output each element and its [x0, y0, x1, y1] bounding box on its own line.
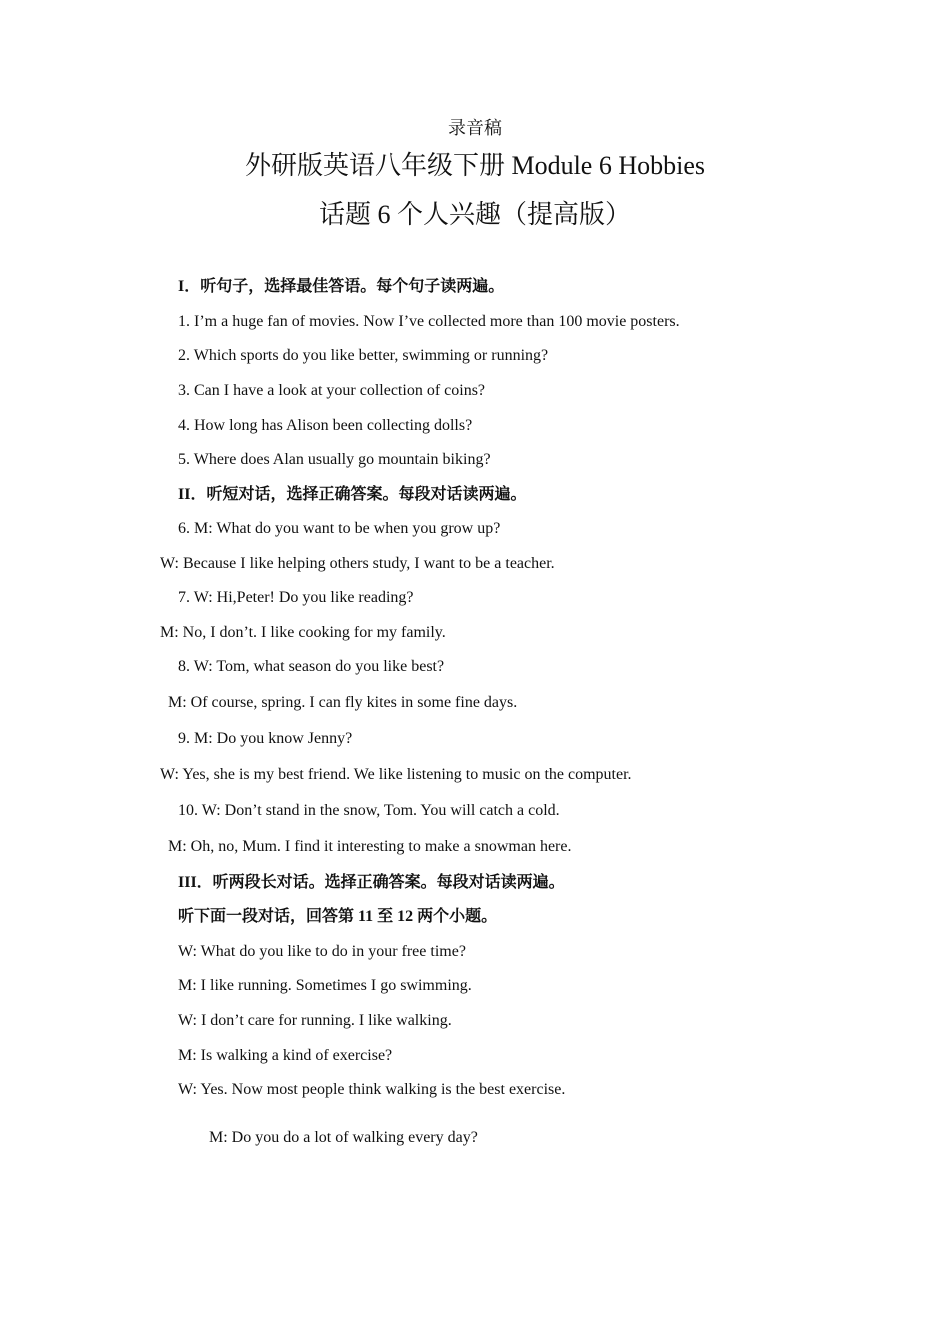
- dialogue-line: M: Is walking a kind of exercise?: [178, 1047, 393, 1064]
- dialogue-line: W: I don’t care for running. I like walking.: [178, 1012, 452, 1029]
- dialogue-line: 9. M: Do you know Jenny?: [178, 730, 353, 747]
- dialogue-line: W: Yes, she is my best friend. We like listening to music on the computer.: [160, 766, 632, 783]
- dialogue-line: M: Oh, no, Mum. I find it interesting to make a snowman here.: [168, 838, 572, 855]
- section-3-heading: III．听两段长对话。选择正确答案。每段对话读两遍。: [178, 874, 565, 891]
- dialogue-line: W: Yes. Now most people think walking is the best exercise.: [178, 1081, 566, 1098]
- dialogue-line: 6. M: What do you want to be when you grow up?: [178, 520, 501, 537]
- sentence-item: 5. Where does Alan usually go mountain biking?: [178, 451, 491, 468]
- dialogue-line: W: What do you like to do in your free time?: [178, 943, 466, 960]
- dialogue-line: W: Because I like helping others study, I want to be a teacher.: [160, 555, 555, 572]
- dialogue-line: M: No, I don’t. I like cooking for my family.: [160, 624, 446, 641]
- dialogue-line: M: I like running. Sometimes I go swimming.: [178, 977, 472, 994]
- section-3-subheading: 听下面一段对话，回答第 11 至 12 两个小题。: [178, 908, 498, 925]
- dialogue-line: 8. W: Tom, what season do you like best?: [178, 658, 445, 675]
- sentence-item: 3. Can I have a look at your collection of coins?: [178, 382, 486, 399]
- dialogue-line: M: Do you do a lot of walking every day?: [209, 1129, 478, 1146]
- section-1-heading: I．听句子，选择最佳答语。每个句子读两遍。: [178, 278, 505, 295]
- dialogue-line: 7. W: Hi,Peter! Do you like reading?: [178, 589, 414, 606]
- sentence-item: 2. Which sports do you like better, swimming or running?: [178, 347, 549, 364]
- sentence-item: 1. I’m a huge fan of movies. Now I’ve collected more than 100 movie posters.: [178, 313, 680, 330]
- sentence-item: 4. How long has Alison been collecting dolls?: [178, 417, 473, 434]
- transcript-label: 录音稿: [448, 118, 502, 138]
- section-2-heading: II．听短对话，选择正确答案。每段对话读两遍。: [178, 486, 527, 503]
- dialogue-line: 10. W: Don’t stand in the snow, Tom. You will catch a cold.: [178, 802, 560, 819]
- document-title: 外研版英语八年级下册 Module 6 Hobbies: [244, 151, 706, 180]
- document-subtitle: 话题 6 个人兴趣（提高版）: [318, 200, 631, 229]
- dialogue-line: M: Of course, spring. I can fly kites in some fine days.: [168, 694, 518, 711]
